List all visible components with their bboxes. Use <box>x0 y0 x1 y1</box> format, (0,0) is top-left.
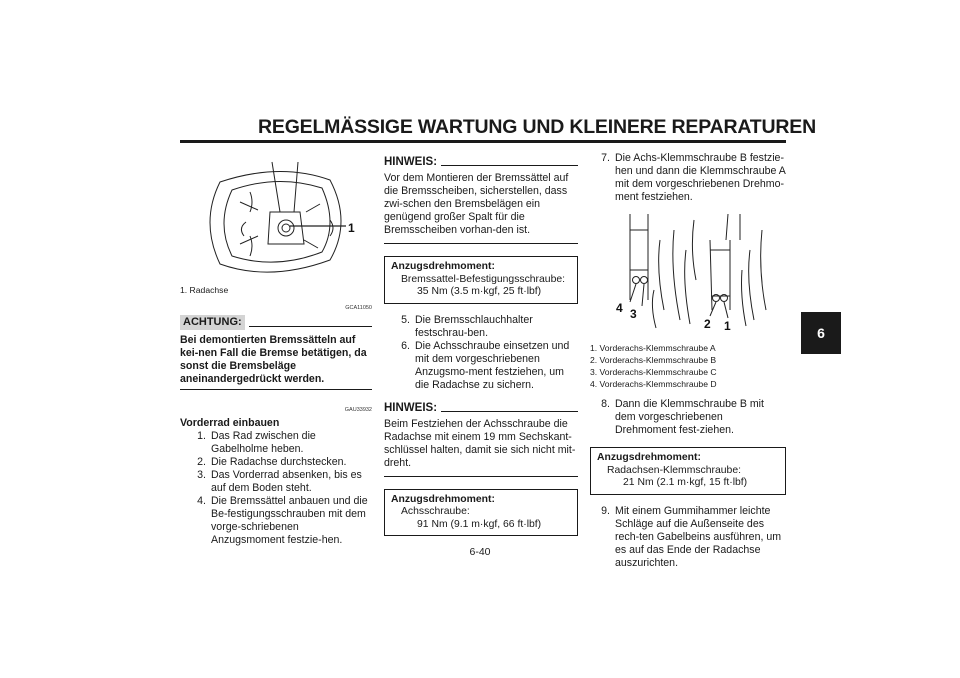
page-number: 6-40 <box>469 546 491 558</box>
warning-code: GCA11050 <box>345 305 372 311</box>
torque-box-axle-bolt: Anzugsdrehmoment: Achsschraube: 91 Nm (9.1 m·kgf, 66 ft·lbf) <box>384 489 578 537</box>
note1-bottom-rule <box>384 243 578 244</box>
list-item: 2. Die Radachse durchstecken. <box>197 456 347 468</box>
list-item: 1. Das Rad zwischen die Gabelholme heben. <box>197 430 316 455</box>
chapter-tab[interactable]: 6 <box>801 312 841 354</box>
middle-column <box>384 156 578 536</box>
figure-callout-3: 3 <box>630 307 637 321</box>
list-item: 5. Die Bremsschlauchhalter festschrau-ben. <box>401 313 533 339</box>
list-item: 9. Mit einem Gummihammer leichte Schläge auf die Außenseite des rech-ten Gabelbeins ausführen, um es auf das Ende der Radachse auszurichten. <box>601 504 782 569</box>
warning-header-line <box>249 326 372 327</box>
figure-callout-1: 1 <box>724 319 731 333</box>
figure-caption-1: 1. Vorderachs-Klemmschraube A <box>590 343 716 353</box>
warning-header <box>180 315 372 330</box>
install-steps-list <box>180 430 372 547</box>
warning-bottom-rule <box>180 389 372 390</box>
torque-box-caliper: Anzugsdrehmoment: Bremssattel-Befestigungsschraube: 35 Nm (3.5 m·kgf, 25 ft·lbf) <box>384 256 578 304</box>
section-code: GAU33932 <box>344 407 372 413</box>
wheel-axle-illustration <box>180 152 372 280</box>
note2-label: HINWEIS: <box>384 401 438 414</box>
figure-caption-4: 4. Vorderachs-Klemmschraube D <box>590 379 717 389</box>
section-title: Vorderrad einbauen <box>180 417 280 429</box>
figure-callout-2: 2 <box>704 317 711 331</box>
list-item: 3. Das Vorderrad absenken, bis es auf dem Boden steht. <box>197 469 362 494</box>
note1-text: Vor dem Montieren der Bremssättel auf die Bremsscheiben, sicherstellen, dass zwi-schen den Bremsbelägen ein genügend großer Spalt für die Bremsscheiben vorhan-den ist. <box>384 172 569 236</box>
figure-callout-axle: 1 <box>348 221 355 235</box>
list-item: 4. Die Bremssättel anbauen und die Be-festigungsschrauben mit dem vorge-schriebenen Anzugsmoment festzie-hen. <box>197 495 368 546</box>
list-item: 6. Die Achsschraube einsetzen und mit dem vorgeschriebenen Anzugsmo-ment festziehen, um die Radachse zu sichern. <box>401 339 570 391</box>
figure-caption-3: 3. Vorderachs-Klemmschraube C <box>590 367 717 377</box>
clamp-bolts-illustration <box>590 210 786 336</box>
figure-callout-4: 4 <box>616 301 623 315</box>
warning-label: ACHTUNG: <box>180 315 245 330</box>
left-column <box>180 152 372 547</box>
note2-text: Beim Festziehen der Achsschraube die Radachse mit einem 19 mm Sechskant-schlüssel halten, damit sie sich nicht mit-dreht. <box>384 417 576 469</box>
steps-list-middle <box>384 314 578 392</box>
figure-caption-2: 2. Vorderachs-Klemmschraube B <box>590 355 717 365</box>
note1-label: HINWEIS: <box>384 156 438 168</box>
title-rule <box>180 140 786 143</box>
note2-bottom-rule <box>384 476 578 477</box>
right-column <box>590 152 786 570</box>
figure-captions <box>590 342 786 390</box>
warning-text: Bei demontierten Bremssätteln auf kei-nen Fall die Bremse betätigen, da sonst die Bremsbeläge aneinandergedrückt werden. <box>180 334 367 385</box>
page-title: REGELMÄSSIGE WARTUNG UND KLEINERE REPARATUREN <box>258 116 816 138</box>
note2-header <box>384 402 578 415</box>
note1-header <box>384 156 578 169</box>
list-item: 8. Dann die Klemmschraube B mit dem vorgeschriebenen Drehmoment fest-ziehen. <box>601 398 764 436</box>
figure-caption: 1. Radachse <box>180 285 229 295</box>
list-item: 7. Die Achs-Klemmschraube B festzie-hen und dann die Klemmschraube A mit dem vorgeschriebenen Drehmo-ment festziehen. <box>601 152 786 203</box>
torque-box-clamp-bolt: Anzugsdrehmoment: Radachsen-Klemmschraube: 21 Nm (2.1 m·kgf, 15 ft·lbf) <box>590 447 786 495</box>
